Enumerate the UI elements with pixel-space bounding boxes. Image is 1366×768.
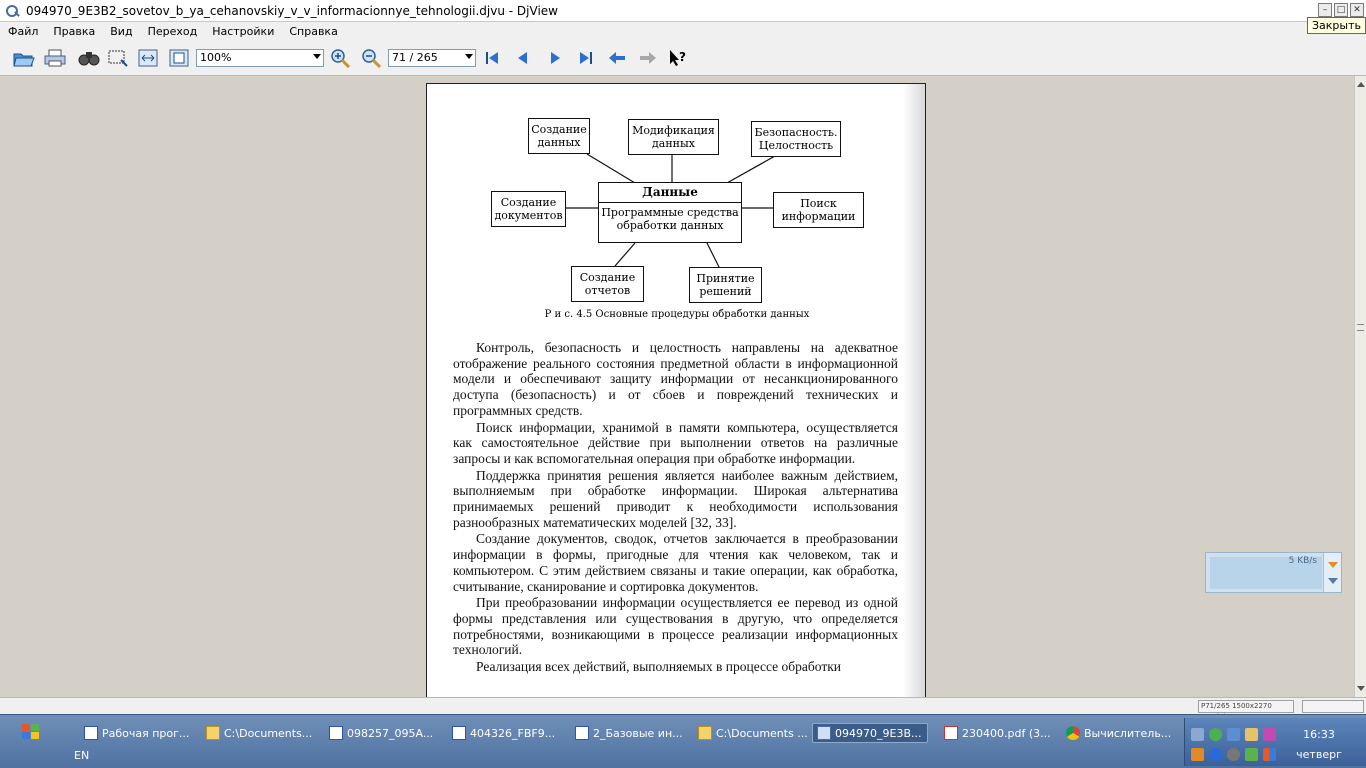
tray-network-icon[interactable] — [1191, 728, 1204, 741]
scroll-down-icon[interactable] — [1357, 686, 1365, 691]
document-page — [426, 83, 926, 697]
figure-caption: Р и с. 4.5 Основные процедуры обработки данных — [544, 309, 810, 320]
back-icon[interactable] — [605, 47, 629, 69]
task-label: Вычислитель... — [1084, 726, 1172, 740]
menu-view[interactable]: Вид — [110, 24, 133, 38]
task-word-4[interactable] — [571, 723, 689, 743]
window-controls — [1318, 3, 1364, 17]
zoom-combo[interactable] — [196, 49, 324, 67]
title-bar — [0, 0, 1366, 22]
box-security: Безопасность. Целостность — [751, 121, 841, 157]
task-djview-active[interactable] — [812, 723, 928, 743]
next-page-icon[interactable] — [543, 47, 567, 69]
center-title: Данные — [599, 183, 741, 203]
close-button[interactable]: ✕ — [1350, 3, 1364, 17]
whats-this-icon[interactable] — [666, 47, 690, 69]
find-icon[interactable] — [77, 47, 101, 69]
djview-app-icon — [4, 3, 20, 19]
folder-icon — [698, 726, 712, 740]
tray-settings-icon[interactable] — [1227, 748, 1240, 761]
task-label: C:\Documents ... — [716, 726, 808, 740]
body-text — [453, 340, 898, 676]
paragraph: При преобразовании информации осуществляется ее перевод из одной формы представления или существования в другую, что определяется потребностями, возникающими в процессе реализации информационных технологий. — [453, 595, 898, 658]
taskbar — [0, 714, 1366, 768]
status-pane-empty — [1302, 700, 1364, 713]
close-tooltip: Закрыть — [1307, 17, 1366, 34]
select-icon[interactable] — [106, 47, 130, 69]
print-icon[interactable] — [43, 47, 67, 69]
paragraph: Поиск информации, хранимой в памяти компьютера, осуществляется как самостоятельное действие при выполнении ответов на различные запросы и как вспомогательная операция при обработке информации. — [453, 419, 898, 466]
menu-help[interactable]: Справка — [289, 24, 338, 38]
box-modification: Модификация данных — [628, 119, 719, 155]
word-icon — [575, 726, 589, 740]
tray-update-icon[interactable] — [1245, 748, 1258, 761]
network-speed-widget[interactable] — [1205, 552, 1342, 593]
scroll-thumb[interactable] — [1357, 324, 1364, 331]
task-folder-2[interactable] — [694, 723, 806, 743]
status-bar — [0, 697, 1366, 714]
task-label: 098257_095A... — [347, 726, 434, 740]
task-chrome[interactable] — [1062, 723, 1180, 743]
box-reports: Создание отчетов — [571, 266, 644, 302]
task-pdf[interactable] — [940, 723, 1056, 743]
word-icon — [329, 726, 343, 740]
paragraph: Создание документов, сводок, отчетов заключается в преобразовании информации в формы, пригодные для чтения как человеком, так и компьютером. С этим действием связаны и такие операции, как обработка, считывание, сканирование и сортировка документов. — [453, 531, 898, 594]
last-page-icon[interactable] — [574, 47, 598, 69]
widget-arrows-icon[interactable] — [1324, 553, 1342, 592]
pdf-icon — [944, 726, 958, 740]
paragraph: Контроль, безопасность и целостность направлены на адекватное отображение реального состояния предметной области в информационной модели и обеспечивают защиту информации от несанкционированного доступа (безопасность) и от сбоев и повреждений технических и программных средств. — [453, 340, 898, 418]
clock-day: четверг — [1296, 748, 1342, 761]
widget-side-panel — [1323, 553, 1341, 592]
chevron-down-icon — [465, 54, 473, 59]
start-button[interactable] — [22, 724, 44, 742]
menu-go[interactable]: Переход — [147, 24, 198, 38]
word-icon — [84, 726, 98, 740]
menu-settings[interactable]: Настройки — [212, 24, 275, 38]
network-speed: 5 KB/s — [1288, 556, 1317, 566]
box-create-documents: Создание документов — [491, 191, 566, 227]
language-indicator[interactable]: EN — [74, 749, 90, 762]
page-value: 71 / 265 — [392, 51, 438, 64]
vertical-scrollbar[interactable] — [1354, 76, 1366, 697]
maximize-button[interactable]: □ — [1334, 3, 1348, 17]
task-folder-1[interactable] — [202, 723, 320, 743]
tray-media-icon[interactable] — [1263, 728, 1276, 741]
clock-time[interactable]: 16:33 — [1303, 728, 1335, 741]
task-word-1[interactable] — [80, 723, 196, 743]
task-label: 094970_9E3B... — [835, 726, 922, 740]
first-page-icon[interactable] — [480, 47, 504, 69]
task-label: 230400.pdf (3... — [962, 726, 1051, 740]
task-label: 2_Базовые ин... — [593, 726, 683, 740]
menu-edit[interactable]: Правка — [53, 24, 96, 38]
fit-width-icon[interactable] — [136, 47, 160, 69]
djview-icon — [817, 726, 831, 740]
tray-bluetooth-icon[interactable] — [1227, 728, 1240, 741]
tray-windows-icon[interactable] — [1263, 748, 1276, 761]
forward-icon[interactable] — [636, 47, 660, 69]
figure-diagram — [427, 84, 926, 334]
paragraph: Поддержка принятия решения является наиболее важным действием, выполняемым при обработке информации. Широкая альтернатива принимаемых решений приводит к необходимости использования разнообразных математических моделей [32, 33]. — [453, 467, 898, 530]
zoom-value: 100% — [200, 51, 232, 64]
window-title: 094970_9E3B2_sovetov_b_ya_cehanovskiy_v_v_informacionnye_tehnologii.djvu - DjView — [26, 3, 558, 18]
menu-bar — [0, 22, 1366, 40]
minimize-button[interactable]: – — [1318, 3, 1332, 17]
tray-app-icon[interactable] — [1209, 728, 1222, 741]
tray-folder-icon[interactable] — [1245, 728, 1258, 741]
task-word-3[interactable] — [448, 723, 566, 743]
menu-file[interactable]: Файл — [8, 24, 39, 38]
scroll-up-icon[interactable] — [1357, 82, 1365, 87]
word-icon — [452, 726, 466, 740]
center-subtitle: Программные средства обработки данных — [601, 206, 739, 232]
box-data-center — [598, 182, 742, 243]
paragraph: Реализация всех действий, выполняемых в процессе обработки — [476, 659, 842, 675]
zoom-in-icon[interactable] — [328, 47, 352, 69]
system-tray — [1184, 718, 1366, 766]
task-label: 404326_FBF9... — [470, 726, 556, 740]
task-label: C:\Documents... — [224, 726, 313, 740]
task-word-2[interactable] — [325, 723, 443, 743]
fit-page-icon[interactable] — [167, 47, 191, 69]
svg-text:?: ? — [679, 50, 686, 64]
zoom-out-icon[interactable] — [359, 47, 383, 69]
tray-volume-icon[interactable] — [1191, 748, 1204, 761]
folder-icon — [206, 726, 220, 740]
page-info-status: P71/265 1500x2270 — [1198, 700, 1294, 713]
open-icon[interactable] — [12, 47, 36, 69]
box-search: Поиск информации — [773, 192, 864, 228]
tray-power-icon[interactable] — [1209, 748, 1222, 761]
document-viewport[interactable] — [0, 76, 1354, 697]
box-decisions: Принятие решений — [689, 267, 762, 303]
prev-page-icon[interactable] — [511, 47, 535, 69]
box-create-data: Создание данных — [528, 118, 590, 154]
page-combo[interactable] — [388, 49, 476, 67]
task-label: Рабочая прог... — [102, 726, 190, 740]
chevron-down-icon — [313, 54, 321, 59]
chrome-icon — [1066, 726, 1080, 740]
